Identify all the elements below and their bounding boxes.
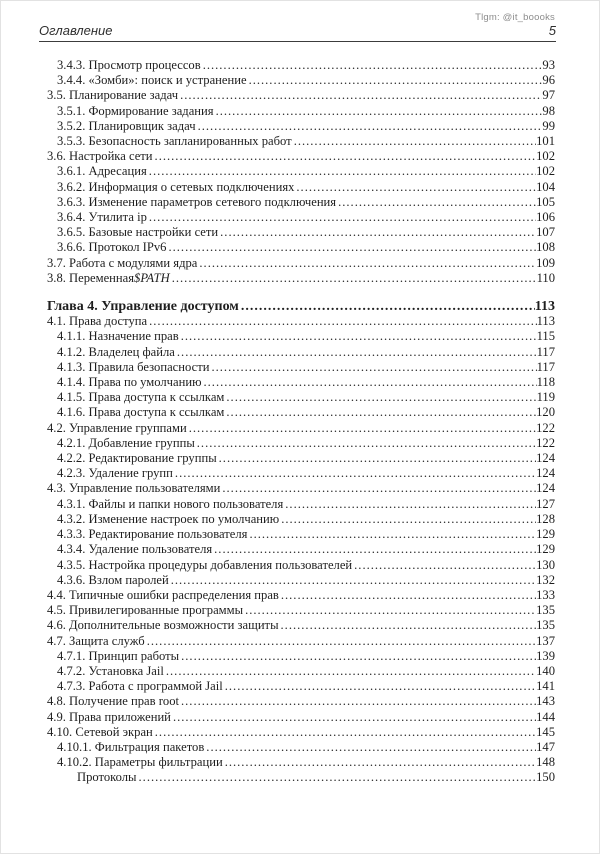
dot-leader bbox=[179, 329, 537, 344]
toc-entry-label: Протоколы bbox=[77, 770, 137, 785]
toc-row bbox=[47, 664, 555, 679]
dot-leader bbox=[147, 210, 536, 225]
toc-entry-label: 4.5. Привилегированные программы bbox=[47, 603, 244, 618]
toc-row bbox=[47, 58, 555, 73]
toc-row bbox=[47, 603, 555, 618]
toc-entry-page: 98 bbox=[542, 103, 555, 118]
toc-row bbox=[47, 694, 555, 709]
toc-entry-page: 110 bbox=[536, 270, 555, 285]
toc-entry-page: 145 bbox=[536, 724, 555, 739]
toc-entry-label: 4.2.2. Редактирование группы bbox=[57, 451, 217, 466]
toc-entry-label: 4.10.1. Фильтрация пакетов bbox=[57, 739, 205, 754]
toc-entry-page: 132 bbox=[536, 572, 555, 587]
dot-leader bbox=[220, 481, 536, 496]
toc-entry-label: 4.1.4. Права по умолчанию bbox=[57, 375, 202, 390]
toc-row bbox=[47, 710, 555, 725]
dot-leader bbox=[224, 405, 536, 420]
toc-row bbox=[47, 164, 555, 179]
dot-leader bbox=[137, 770, 537, 785]
toc-entry-page: 127 bbox=[536, 496, 555, 511]
toc-row bbox=[47, 588, 555, 603]
toc-entry-label: 3.4.4. «Зомби»: поиск и устранение bbox=[57, 73, 247, 88]
toc-entry-label: 3.8. Переменная bbox=[47, 270, 135, 285]
toc-entry-label: 4.3.5. Настройка процедуры добавления пользователей bbox=[57, 557, 353, 572]
dot-leader bbox=[195, 436, 536, 451]
toc-entry-label: 4.2. Управление группами bbox=[47, 420, 187, 435]
toc-entry-page: 137 bbox=[536, 633, 555, 648]
dot-leader bbox=[204, 740, 536, 755]
header-rule bbox=[39, 41, 556, 42]
toc-row bbox=[47, 256, 555, 271]
toc-entry-page: 102 bbox=[536, 149, 555, 164]
dot-leader bbox=[202, 375, 537, 390]
toc-entry-page: 122 bbox=[536, 435, 555, 450]
toc-row bbox=[47, 210, 555, 225]
toc-row bbox=[47, 740, 555, 755]
toc-row bbox=[47, 542, 555, 557]
dot-leader bbox=[279, 512, 536, 527]
dot-leader bbox=[212, 542, 536, 557]
dot-leader bbox=[153, 725, 536, 740]
toc-entry-label: 4.4. Типичные ошибки распределения прав bbox=[47, 587, 279, 602]
dot-leader bbox=[173, 466, 536, 481]
toc-entry-page: 106 bbox=[536, 210, 555, 225]
toc-entry-page: 129 bbox=[536, 542, 555, 557]
toc-row bbox=[47, 618, 555, 633]
toc-entry-page: 128 bbox=[536, 511, 555, 526]
toc-entry-label: 4.1.5. Права доступа к ссылкам bbox=[57, 390, 225, 405]
toc-entry-page: 117 bbox=[536, 344, 555, 359]
toc-entry-page: 147 bbox=[536, 739, 555, 754]
toc-row bbox=[47, 421, 555, 436]
dot-leader bbox=[153, 149, 537, 164]
dot-leader bbox=[166, 240, 536, 255]
toc-entry-label: 3.6.3. Изменение параметров сетевого подключения bbox=[57, 194, 337, 209]
toc-entry-page: 96 bbox=[542, 73, 555, 88]
dot-leader bbox=[247, 73, 543, 88]
toc-entry-page: 133 bbox=[536, 587, 555, 602]
toc-entry-label: 4.2.3. Удаление групп bbox=[57, 466, 173, 481]
toc-entry-label: 3.7. Работа с модулями ядра bbox=[47, 255, 198, 270]
dot-leader bbox=[147, 314, 536, 329]
toc-row bbox=[47, 527, 555, 542]
toc-entry-label: 3.6.6. Протокол IPv6 bbox=[57, 240, 167, 255]
toc-row bbox=[47, 512, 555, 527]
toc-entry-page: 108 bbox=[536, 240, 555, 255]
dot-leader bbox=[279, 618, 537, 633]
toc-row bbox=[47, 329, 555, 344]
dot-leader bbox=[196, 119, 543, 134]
telegram-watermark: Tlgm: @it_boooks bbox=[475, 12, 555, 23]
toc-row bbox=[47, 573, 555, 588]
dot-leader bbox=[197, 256, 536, 271]
toc-row bbox=[47, 481, 555, 496]
toc-row bbox=[47, 725, 555, 740]
toc-entry-label: 4.8. Получение прав root bbox=[47, 694, 179, 709]
dot-leader bbox=[223, 679, 536, 694]
dot-leader bbox=[294, 180, 536, 195]
toc-entry-label: 3.5.2. Планировщик задач bbox=[57, 118, 196, 133]
toc-entry-page: 104 bbox=[536, 179, 555, 194]
toc-entry-page: 130 bbox=[536, 557, 555, 572]
dot-leader bbox=[218, 225, 536, 240]
toc-entry-page: 118 bbox=[536, 375, 555, 390]
toc-entry-label: 4.3.2. Изменение настроек по умолчанию bbox=[57, 511, 280, 526]
toc-entry-page: 97 bbox=[542, 88, 555, 103]
toc-entry-page: 135 bbox=[536, 618, 555, 633]
toc-entry-page: 119 bbox=[536, 390, 555, 405]
toc-entry-label: 3.5.1. Формирование задания bbox=[57, 103, 214, 118]
toc-row bbox=[47, 755, 555, 770]
dot-leader bbox=[187, 421, 536, 436]
dot-leader bbox=[171, 710, 536, 725]
dot-leader bbox=[145, 634, 536, 649]
toc-entry-label: 4.7.3. Работа с программой Jail bbox=[57, 679, 223, 694]
toc-entry-page: 148 bbox=[536, 755, 555, 770]
dot-leader bbox=[239, 299, 535, 314]
toc-entry-label: 4.3. Управление пользователями bbox=[47, 481, 221, 496]
dot-leader bbox=[175, 345, 537, 360]
dot-leader bbox=[336, 195, 536, 210]
toc-row bbox=[47, 451, 555, 466]
toc-entry-page: 141 bbox=[536, 679, 555, 694]
toc-entry-page: 99 bbox=[542, 118, 555, 133]
dot-leader bbox=[214, 104, 543, 119]
toc-row bbox=[47, 180, 555, 195]
toc-entry-page: 124 bbox=[536, 466, 555, 481]
dot-leader bbox=[224, 390, 536, 405]
toc-entry-label: 3.6.2. Информация о сетевых подключениях bbox=[57, 179, 295, 194]
toc-row bbox=[47, 405, 555, 420]
toc-entry-page: 140 bbox=[536, 663, 555, 678]
dot-leader bbox=[217, 451, 536, 466]
toc-entry-label: 3.6. Настройка сети bbox=[47, 149, 153, 164]
toc-row bbox=[47, 679, 555, 694]
dot-leader bbox=[169, 573, 536, 588]
dot-leader bbox=[292, 134, 536, 149]
toc-entry-label: 4.7.2. Установка Jail bbox=[57, 663, 164, 678]
dot-leader bbox=[179, 649, 536, 664]
toc-entry-label: 3.5. Планирование задач bbox=[47, 88, 179, 103]
toc-row bbox=[47, 649, 555, 664]
toc-row bbox=[47, 466, 555, 481]
toc-row bbox=[47, 299, 555, 314]
toc-entry-label: 4.1.1. Назначение прав bbox=[57, 329, 179, 344]
toc-entry-label: 4.3.6. Взлом паролей bbox=[57, 572, 169, 587]
toc-entry-label-italic: $PATH bbox=[134, 270, 170, 285]
toc-entry-label: 3.6.5. Базовые настройки сети bbox=[57, 225, 219, 240]
toc-entry-label: 4.3.3. Редактирование пользователя bbox=[57, 527, 248, 542]
toc-entry-page: 102 bbox=[536, 164, 555, 179]
toc-entry-page: 117 bbox=[536, 359, 555, 374]
toc-row bbox=[47, 149, 555, 164]
toc-entry-label: 4.1.6. Права доступа к ссылкам bbox=[57, 405, 225, 420]
toc-entry-label: 4.7.1. Принцип работы bbox=[57, 648, 180, 663]
toc-list bbox=[47, 58, 555, 786]
toc-entry-page: 139 bbox=[536, 648, 555, 663]
toc-entry-page: 113 bbox=[534, 299, 555, 315]
toc-row bbox=[47, 240, 555, 255]
toc-entry-page: 113 bbox=[536, 314, 555, 329]
toc-row bbox=[47, 360, 555, 375]
toc-entry-label: 4.6. Дополнительные возможности защиты bbox=[47, 618, 279, 633]
dot-leader bbox=[279, 588, 536, 603]
toc-row bbox=[47, 314, 555, 329]
dot-leader bbox=[283, 497, 536, 512]
dot-leader bbox=[243, 603, 536, 618]
toc-row bbox=[47, 497, 555, 512]
toc-entry-page: 115 bbox=[536, 329, 555, 344]
toc-entry-page: 109 bbox=[536, 255, 555, 270]
toc-entry-page: 101 bbox=[536, 134, 555, 149]
toc-entry-label: 3.4.3. Просмотр процессов bbox=[57, 58, 201, 72]
toc-row bbox=[47, 73, 555, 88]
toc-entry-label: 3.6.1. Адресация bbox=[57, 164, 147, 179]
toc-entry-label: 4.1.2. Владелец файла bbox=[57, 344, 175, 359]
toc-row bbox=[47, 770, 555, 785]
toc-entry-page: 124 bbox=[536, 451, 555, 466]
toc-entry-page: 124 bbox=[536, 481, 555, 496]
dot-leader bbox=[201, 58, 543, 73]
toc-row bbox=[47, 345, 555, 360]
dot-leader bbox=[170, 271, 537, 286]
toc-row bbox=[47, 88, 555, 103]
toc-entry-label: Глава 4. Управление доступом bbox=[47, 299, 239, 315]
toc-entry-page: 122 bbox=[536, 420, 555, 435]
toc-entry-page: 150 bbox=[536, 770, 555, 785]
dot-leader bbox=[147, 164, 536, 179]
toc-entry-page: 143 bbox=[536, 694, 555, 709]
toc-row bbox=[47, 119, 555, 134]
toc-row bbox=[47, 375, 555, 390]
toc-entry-label: 4.1.3. Правила безопасности bbox=[57, 359, 210, 374]
dot-leader bbox=[209, 360, 536, 375]
toc-entry-label: 3.5.3. Безопасность запланированных работ bbox=[57, 134, 292, 149]
toc-entry-page: 107 bbox=[536, 225, 555, 240]
running-header bbox=[39, 23, 556, 41]
toc-row bbox=[47, 104, 555, 119]
toc-entry-label: 4.3.1. Файлы и папки нового пользователя bbox=[57, 496, 284, 511]
toc-row bbox=[47, 195, 555, 210]
page-number: 5 bbox=[548, 23, 556, 38]
toc-entry-label: 4.2.1. Добавление группы bbox=[57, 435, 195, 450]
toc-entry-label: 4.9. Права приложений bbox=[47, 709, 171, 724]
running-header-title: Оглавление bbox=[39, 23, 113, 38]
dot-leader bbox=[164, 664, 536, 679]
toc-entry-label: 4.1. Права доступа bbox=[47, 314, 148, 329]
toc-entry-page: 105 bbox=[536, 194, 555, 209]
dot-leader bbox=[352, 558, 536, 573]
toc-entry-label: 4.7. Защита служб bbox=[47, 633, 145, 648]
dot-leader bbox=[178, 88, 542, 103]
toc-row bbox=[47, 634, 555, 649]
toc-entry-page: 93 bbox=[542, 58, 555, 72]
toc-entry-page: 144 bbox=[536, 709, 555, 724]
dot-leader bbox=[247, 527, 536, 542]
toc-entry-label: 4.3.4. Удаление пользователя bbox=[57, 542, 213, 557]
toc-row bbox=[47, 390, 555, 405]
toc-entry-page: 135 bbox=[536, 603, 555, 618]
toc-row bbox=[47, 436, 555, 451]
toc-row bbox=[47, 271, 555, 286]
toc-row bbox=[47, 225, 555, 240]
toc-entry-label: 4.10.2. Параметры фильтрации bbox=[57, 755, 223, 770]
toc-row bbox=[47, 558, 555, 573]
toc-entry-label: 4.10. Сетевой экран bbox=[47, 724, 153, 739]
toc-row bbox=[47, 134, 555, 149]
toc-entry-label: 3.6.4. Утилита ip bbox=[57, 210, 147, 225]
toc-entry-page: 129 bbox=[536, 527, 555, 542]
dot-leader bbox=[223, 755, 536, 770]
dot-leader bbox=[179, 694, 536, 709]
toc-entry-page: 120 bbox=[536, 405, 555, 420]
